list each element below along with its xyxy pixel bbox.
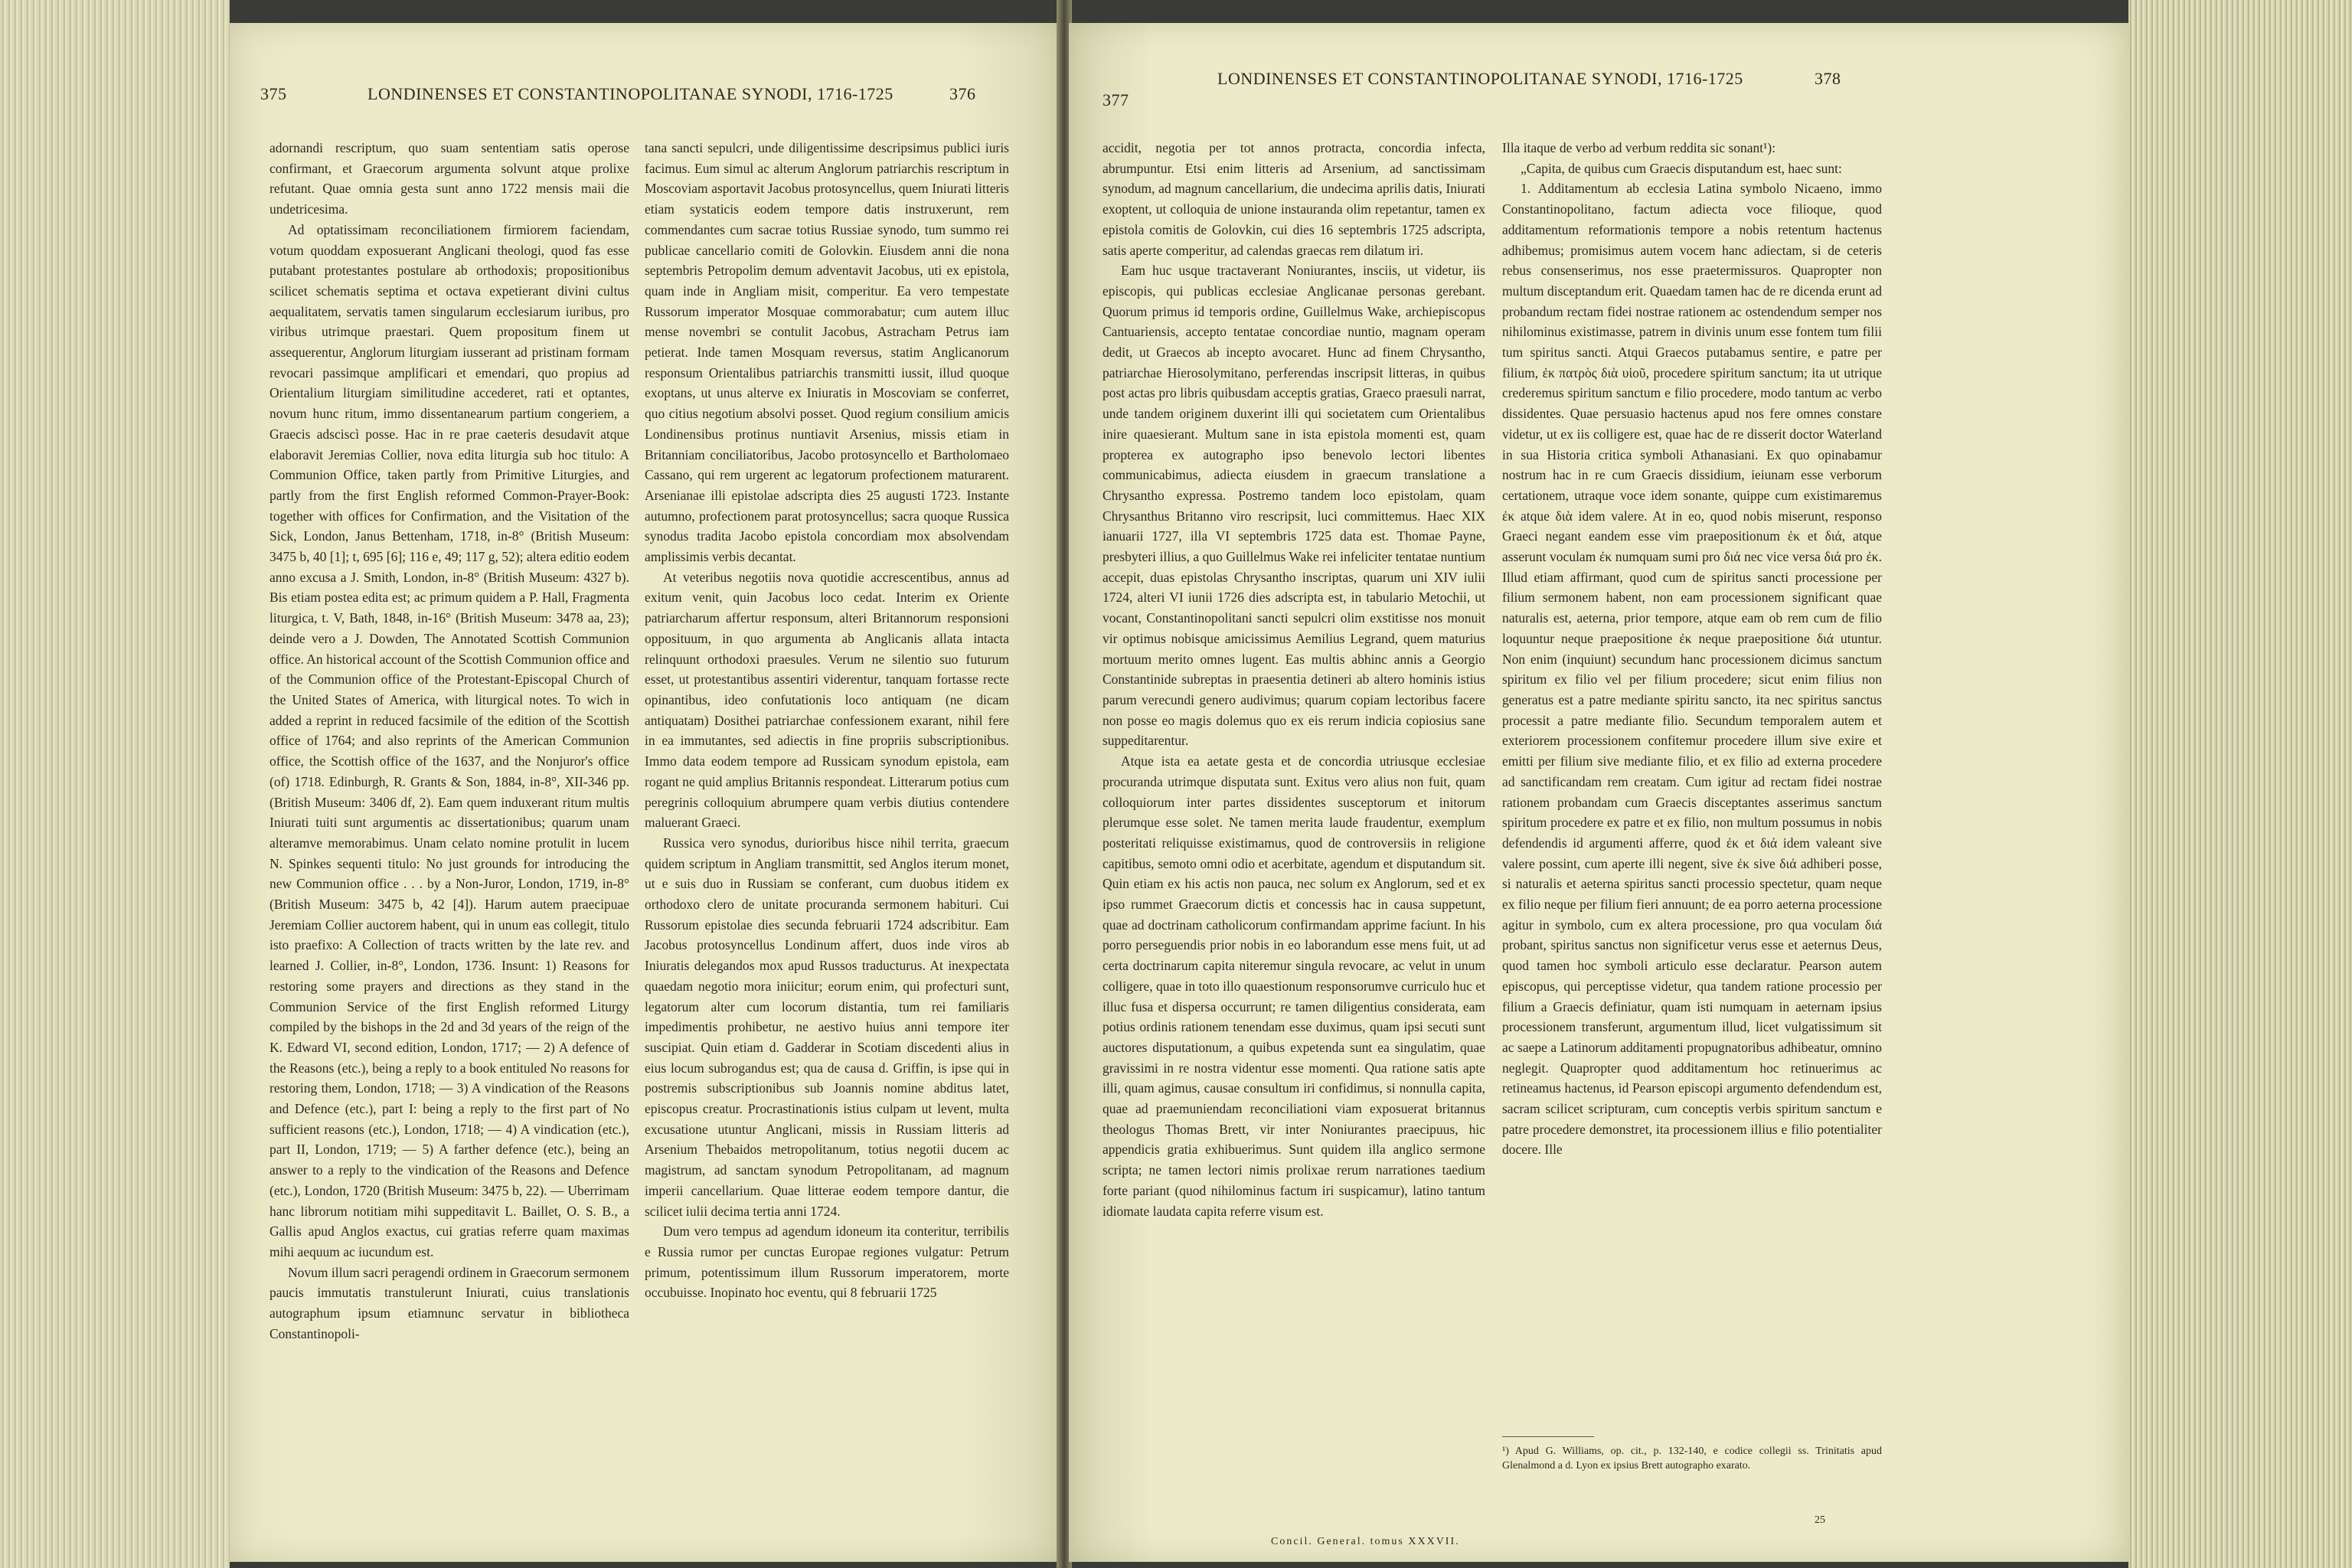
- right-running-head: [1102, 69, 1883, 109]
- paragraph: adornandi rescriptum, quo suam sententiam satis operose confirmant, et Graecorum argumenta solvunt atque prolixe refutant. Quae omnia gesta sunt anno 1722 mensis maii die undetricesima.: [270, 140, 629, 217]
- paragraph: Illa itaque de verbo ad verbum reddita sic sonant¹):: [1502, 140, 1776, 155]
- book-page-edges-right: [2128, 0, 2352, 1568]
- left-running-head: [260, 84, 1026, 115]
- running-title: LONDINENSES ET CONSTANTINOPOLITANAE SYNODI, 1716-1725: [368, 84, 893, 103]
- page-number-377: 377: [1102, 90, 1129, 109]
- paragraph: Ad optatissimam reconciliationem firmiorem faciendam, votum quoddam exposuerant Anglicani theologi, quod fas esse putabant protestantes postulare ab orthodoxis; propositionibus scilicet schematis septima et octava expetierant divini cultus aequalitatem, servatis tamen singularum ecclesiarum iuribus, pro viribus utrimque praestari. Quem propositum finem ut assequerentur, Anglorum liturgiam iusserant ad pristinam formam revocari passimque amplificari et emendari, quo propius ad Orientalium liturgiam similitudine accederet, rati et optantes, novum hunc ritum, immo dissentanearum partium congeriem, a Graecis adsciscì posse. Hac in re prae caeteris desudavit atque elaboravit Jeremias Collier, nova edita liturgia sub hoc titulo: A Communion Office, taken partly from Primitive Liturgies, and partly from the first English reformed Common-Prayer-Book: together with offices for Confirmation, and the Visitation of the Sick, London, Janus Bettenham, 1718, in-8° (British Museum: 3475 b, 40 [1]; t, 695 [6]; 116 e, 49; 117 g, 52); altera editio eodem anno excusa a J. Smith, London, in-8° (British Museum: 4327 b). Bis etiam postea edita est; ac primum quidem a P. Hall, Fragmenta liturgica, t. V, Bath, 1848, in-16° (British Museum: 3478 aa, 23); deinde vero a J. Dowden, The Annotated Scottish Communion office. An historical account of the Scottish Communion office and of the Communion office of the Protestant-Episcopal Church of the United States of America, with liturgical notes. To wich in added a reprint in reduced facsimile of the edition of the Scottish office of 1764; and also reprints of the American Communion office, the Scottish office of the 1637, and the Nonjuror's office (of) 1718. Edinburgh, R. Grants & Son, 1884, in-8°, XII-346 pp. (British Museum: 3406 df, 2). Eam quem induxerant ritum multis Iniurati tuiti sunt argumentis ac dissertationibus; quarum unam alteramve memorabimus. Unam celato nomine protulit in lucem N. Spinkes sequenti titulo: No just grounds for introducing the new Communion office . . . by a Non-Juror, London, 1719, in-8° (British Museum: 3475 b, 42 [4]). Harum autem praecipuae Jeremiam Collier auctorem habent, qui in unum eas collegit, titulo isto praefixo: A Collection of tracts written by the late rev. and learned J. Collier, in-8°, London, 1736. Insunt: 1) Reasons for restoring some prayers and directions as they stand in the Communion Service of the first English reformed Liturgy compiled by the bishops in the 2d and 3d years of the reign of the K. Edward VI, second edition, London, 1717; — 2) A defence of the Reasons (etc.), being a reply to a book entituled No reasons for restoring them, London, 1718; — 3) A vindication of the Reasons and Defence (etc.), part I: being a reply to the first part of No sufficient reasons (etc.), London, 1718; — 4) A vindication (etc.), part II, London, 1719; — 5) A farther defence (etc.), being an answer to a reply to the vindication of the Reasons and Defence (etc.), London, 1720 (British Museum: 3475 b, 22). — Uberrimam hanc librorum notitiam mihi suppeditavit L. Baillet, O. S. B., a Gallis apud Anglos exactus, cui gratias referre quam maximas mihi aequum ac iucundum est.: [270, 221, 629, 1259]
- page-number-375: 375: [260, 84, 287, 103]
- paragraph: tana sancti sepulcri, unde diligentissime descripsimus publici iuris facimus. Eum simul ac alterum Anglorum patriarchis rescriptum in Moscoviam asportavit Jacobus protosyncellus, quem Iniurati litteris etiam systaticis eodem tempore datis instruxerunt, rem commendantes cum sacrae totius Russiae synodo, tum summo rei publicae cancellario comiti de Golovkin. Eiusdem anni die nona septembris Petropolim demum adventavit Jacobus, uti ex epistola, quam inde in Angliam misit, comperitur. Ea vero tempestate Russorum imperator Mosquae commorabatur; cum autem illuc mense novembri se contulit Jacobus, Astracham Petrus iam petierat. Inde tamen Mosquam reversus, statim Anglicanorum responsum Orientalibus patriarchis transmitti iussit, illud quoque exoptans, ut unus alterve ex Iniuratis in Moscoviam se conferret, quo citius negotium absolvi posset. Quod regium consilium amicis Londinensibus protinus nuntiavit Arsenius, missis etiam in Britanniam conciliatoribus, Jacobo protosyncello et Bartholomaeo Cassano, qui rem urgerent ac legatorum profectionem maturarent. Arsenianae illi epistolae adscripta dies 25 augusti 1723. Instante autumno, profectionem parat protosyncellus; sacra quoque Russica synodus tradita Jacobo epistola concordiam mox absolvendam amplissimis verbis decantat.: [645, 140, 1009, 565]
- signature-mark: 25: [1815, 1514, 1825, 1526]
- paragraph: Eam huc usque tractaverant Noniurantes, insciis, ut videtur, iis episcopis, qui publicas ecclesiae Anglicanae personas gerebant. Quorum primus id temporis ordine, Guillelmus Wake, archiepiscopus Cantuariensis, accepto tentatae concordiae nuntio, magnam operam dedit, ut Graecos ab incepto avocaret. Hunc ad finem Chrysantho, patriarchae Hierosolymitano, perferendas inscripsit litteras, in quibus post actas pro libris quibusdam acceptis gratias, Graeco praesuli narrat, unde tandem originem duxerint illi qui societatem cum Orientalibus inire quaesierant. Multum sane in ista epistola momenti est, quam propterea ex autographo ipso benevolo lectori libentes communicabimus, adiecta eiusdem in graecum translatione a Chrysantho expressa. Postremo tandem loco epistolam, quam Chrysanthus Britanno viro rescripsit, luci committemus. Haec XIX ianuarii 1727, illa VI septembris 1725 data est. Thomae Payne, presbyteri illius, a quo Guillelmus Wake rei infeliciter tentatae nuntium accepit, duas epistolas Chrysantho inscriptas, quarum uni XIV iulii 1724, alteri VI iunii 1726 dies adscripta est, in tabulario Metochii, ut vocant, Constantinopolitani sancti sepulcri olim exstitisse nos monuit vir optimus nobisque amicissimus Aemilius Legrand, quem maturius mortuum merito omnes lugent. Eas multis abhinc annis a Georgio Constantinide subreptas in praesentia detineri ab altero hominis istius parum verecundi genero audivimus; quarum copiam lectoribus facere non posse eo magis dolemus quo ex eis rerum indicia copiosius sane suppeditarentur.: [1102, 263, 1485, 749]
- paragraph: accidit, negotia per tot annos protracta, concordia infecta, abrumpuntur. Etsi enim litteris ad Arsenium, ad sanctissimam synodum, ad magnum cancellarium, die undecima aprilis datis, Iniurati exoptent, ut colloquia de unione instauranda olim repetantur, tamen ex epistola comitis de Golovkin, cui dies 16 septembris 1725 adscripta, satis aperte comperitur, ad calendas graecas rem dilatum iri.: [1102, 140, 1485, 258]
- footnote: ¹) Apud G. Williams, op. cit., p. 132-140, e codice collegii ss. Trinitatis apud Glenalmond a d. Lyon ex ipsius Brett autographo exarato.: [1502, 1446, 1882, 1472]
- left-page-column-2: [645, 138, 1009, 1547]
- paragraph: Novum illum sacri peragendi ordinem in Graecorum sermonem paucis immutatis transtulerunt Iniurati, cuius translationis autographum ipsum etiamnunc servatur in bibliotheca Constantinopoli-: [270, 1264, 629, 1341]
- running-title: LONDINENSES ET CONSTANTINOPOLITANAE SYNODI, 1716-1725: [1217, 69, 1743, 88]
- page-number-376: 376: [949, 84, 976, 103]
- right-page-column-2: [1502, 138, 1882, 1439]
- paragraph: 1. Additamentum ab ecclesia Latina symbolo Nicaeno, immo Constantinopolitano, factum adiecta voce filioque, quod additamentum reformationis tempore a nobis retentum hactenus adhibemus; promisimus autem vocem hanc adiectam, si de ceteris rebus consenserimus, nos esse praetermissuros. Quapropter non multum disceptandum erit. Quaedam tamen hac de re dicenda erunt ad probandum rectam fidei nostrae rationem ac ostendendum semper nos nihilominus existimasse, patrem in divinis unum esse fontem tum filii tum spiritus sancti. Atqui Graecos putabamus sentire, e patre per filium, ἐκ πατρὸς διὰ υἱοῦ, procedere spiritum sanctum; ita ut utrique crederemus spiritum sanctum e filio procedere, modo tantum ac verbo dissidentes. Quae persuasio hactenus apud nos fere omnes constare videtur, ut ex iis colligere est, quae hac de re disserit doctor Waterland in sua Historia critica symboli Athanasiani. Ex quo opinabamur nostrum hac in re cum Graecis dissidium, ieiunam esse verborum certationem, utraque voce idem sonante, quippe cum existimaremus ἐκ atque διὰ idem valere. At in eo, quod nobis miserunt, responso Graeci negant eandem esse vim praepositionum ἐκ et διά, atque asserunt voculam ἐκ numquam sumi pro διά nec vice versa διά pro ἐκ. Illud etiam affirmant, quod cum de spiritus sancti processione per filium sermonem habent, non eam processionem significant quae naturalis est, aeterna, prior tempore, atque eam ob rem cum de filio loquuntur neque praepositione ἐκ neque praepositione διά utuntur. Non enim (inquiunt) secundum hanc processionem dicimus sanctum spiritum ex filio vel per filium procedere; sicut enim filius non generatus est a patre mediante spiritu sancto, ita nec spiritus sanctus processit a patre mediante filio. Secundum temporalem autem et exteriorem processionem confitemur procedere illum sive exire et emitti per filium sive mediante filio, et ex filio ad externa procedere ad sanctificandam rem creatam. Cum igitur ad rectam fidei nostrae rationem probandam cum Graecis disceptantes asserimus sanctum spiritum procedere ex patre et ex filio, non multum possumus in nobis defendendis id argumenti afferre, quod ἐκ et διά idem valeant sive valere possint, cum aperte illi negent, sive ἐκ sive διά adhiberi posse, si naturalis et aeterna spiritus sancti processio spectetur, quam neque ex filio neque per filium fieri annuunt; de ea porro aeterna processione agitur in symbolo, cum ex altera processione, pro qua voculam διά probant, spiritus sanctus non significetur verus esse et aeternus Deus, quod tamen hoc symboli articulo esse declaratur. Pearson autem episcopus, qui perceptisse videtur, qua tandem ratione processio per filium a Graecis definiatur, quam isti numquam in aeternam ipsius processionem transferunt, argumentum illud, licet vulgatissimum sit ac saepe a Latinorum additamenti propugnatoribus adhibeatur, omnino neglegit. Quapropter quod additamentum hoc retinuerimus ac retineamus hactenus, id Pearson episcopi argumento defendendum est, sacram scilicet scripturam, cum conceptis verbis spiritum sanctum e patre procedere demonstret, ita processionem illius e filio potentialiter docere. Ille: [1502, 181, 1882, 1158]
- page-number-378: 378: [1815, 69, 1841, 88]
- footnote-divider: [1502, 1436, 1594, 1437]
- paragraph: Atque ista ea aetate gesta et de concordia utriusque ecclesiae procuranda utrimque disputata sunt. Exitus vero alius non fuit, quam colloquiorum inter partes dissidentes susceptorum et initorum plerumque esse solet. Ne tamen merita laude fraudentur, exemplum posteritati reliquisse existimamus, quod de controversiis in religione capitibus, semoto omni odio et acerbitate, agendum et disputandum sit. Quin etiam ex his actis non pauca, nec solum ex Anglorum, sed et ex ipso rummet Graecorum dictis et concessis hac in causa suppetunt, quae ad doctrinam catholicorum confirmandam apprime faciunt. In his porro perseguendis prior nobis in eo laborandum esse mens fuit, ut ad certa doctrinarum capita niteremur singula revocare, ac velut in unum colligere, quae in toto illo quaestionum responsorumve curriculo huc et illuc fusa et dispersa occurrunt; re tamen diligentius considerata, eam potius ordinis rationem tenendam esse duximus, quam ipsi secuti sunt auctores disputationum, a quibus expetenda sunt ea singulatim, quae gravissimi in re nostra videntur esse momenti. Qua ratione satis apte illi, quam agimus, causae consultum iri confidimus, si nonnulla capita, quae ad praemuniendam reconciliationi viam exposuerat britannus theologus Thomas Brett, vir inter Noniurantes praecipuus, hic appendicis gratia exhibuerimus. Sunt quidem illa anglico sermone scripta; ne tamen lectori nimis prolixae rerum narrationes taedium forte pariant (quod nihilominus factum iri suspicamur), latino tantum idiomate laudata capita referre visum est.: [1102, 753, 1485, 1219]
- paragraph: Russica vero synodus, durioribus hisce nihil territa, graecum quidem scriptum in Angliam transmittit, sed Anglos iterum monet, ut e suis duo in Russiam se conferant, cum duobus itidem ex orthodoxo clero de unitate procuranda sermonem habituri. Cui Russorum epistolae dies secunda februarii 1724 adscribitur. Eam Jacobus protosyncellus Londinum affert, duos inde viros ab Iniuratis delegandos mox apud Russos traducturus. At inexpectata quaedam negotio mora iniicitur; eorum enim, qui profecturi sunt, legatorum alter cum locorum distantia, tum rei familiaris impedimentis prohibetur, ne aestivo huius anni tempore iter suscipiat. Quin etiam d. Gadderar in Scotiam discedenti alius in eius locum subrogandus est; qua de causa d. Griffin, is ipse qui in postremis subscriptionibus sub Joannis nomine abditus latet, episcopus creatur. Procrastinationis istius culpam ut levent, multa excusatione utuntur Anglicani, missis in Russiam litteris ad Arsenium Thebaidos metropolitanum, totius negotii ducem ac magistrum, ad sanctam synodum Petropolitanam, ad magnum imperii cancellarium. Quae litterae eodem tempore dantur, die scilicet iulii decima tertia anni 1724.: [645, 835, 1009, 1219]
- book-page-edges-left: [0, 0, 230, 1568]
- paragraph: At veteribus negotiis nova quotidie accrescentibus, annus ad exitum venit, quin Jacobus loco cedat. Interim ex Oriente patriarcharum affertur responsum, alteri Britannorum responsioni opposituum, in quo argumenta ab Anglicanis allata intacta relinquunt orthodoxi praesules. Verum ne silentio suo futurum esset, ut protestantibus assentiri viderentur, tanquam fortasse recte opinantibus, ideo confutationis loco antiquam (ne dicam antiquatam) Dosithei patriarchae confessionem exarant, nihil fere in ea immutantes, sed adiectis in fine propriis subscriptionibus. Immo data eodem tempore ad Russicam synodum epistola, eam rogant ne quid amplius Britannis respondeat. Litterarum potius cum peregrinis colloquium abrumpere quam verbis diutius contendere maluerant Graeci.: [645, 569, 1009, 831]
- paragraph: „Capita, de quibus cum Graecis disputandum est, haec sunt:: [1521, 160, 1842, 176]
- paragraph: Dum vero tempus ad agendum idoneum ita conteritur, terribilis e Russia rumor per cunctas Europae regiones vulgatur: Petrum primum, potentissimum illum Russorum imperatorem, morte occubuisse. Inopinato hoc eventu, qui 8 februarii 1725: [645, 1223, 1009, 1301]
- signature-line: Concil. General. tomus XXXVII.: [1271, 1536, 1460, 1547]
- left-page-column-1: [270, 138, 629, 1547]
- right-page-column-1: [1102, 138, 1485, 1516]
